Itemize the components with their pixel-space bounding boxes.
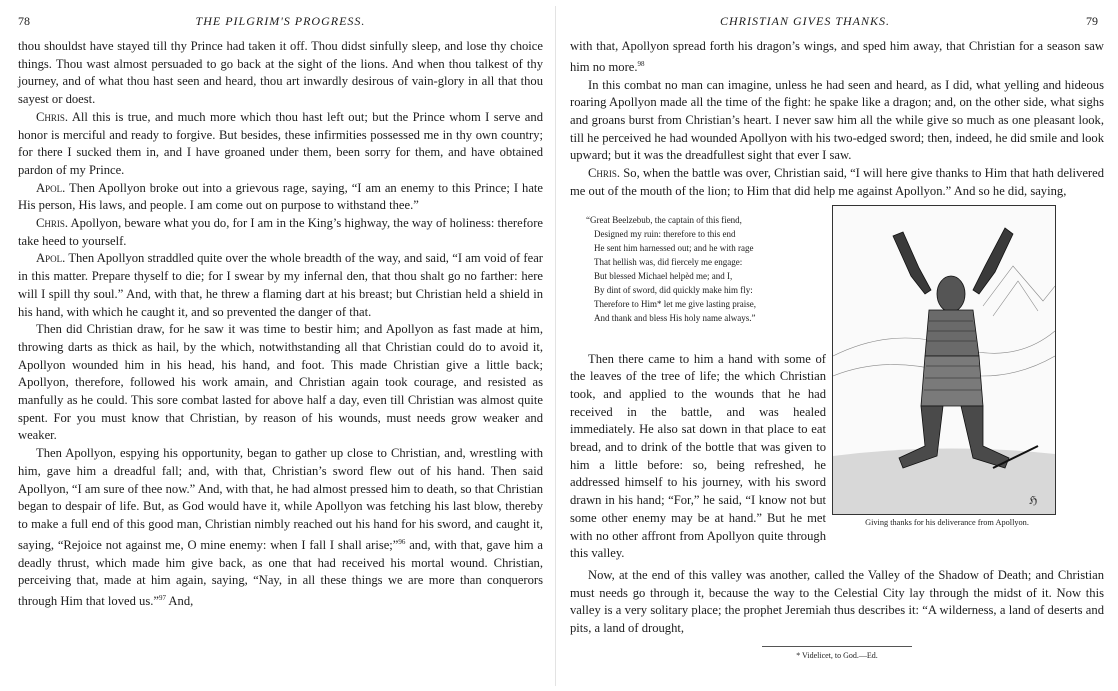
poem-line: By dint of sword, did quickly make him fly: [594, 284, 753, 295]
speaker-label: Apol. [36, 180, 66, 195]
right-running-head: CHRISTIAN GIVES THANKS. [720, 14, 890, 28]
paragraph-text: All this is true, and much more which thou hast left out; but the Prince whom I serve and honor is merciful and ready to forgive. But besides, these infirmities possessed me in thy own country; for there I sucked them in, and I have groaned under them, been sorry for them, and have obtained pardon of my Prince. [18, 109, 543, 177]
footnote-ref[interactable]: 98 [637, 59, 645, 68]
right-body-top [570, 38, 1104, 201]
paragraph-text: So, when the battle was over, Christian said, “I will here give thanks to Him that hath delivered me out of the mouth of the lion; to Him that did help me against Apollyon.” And so he did, saying, [570, 166, 1104, 198]
text-beside-figure [570, 351, 826, 563]
kneeling-knight-engraving [833, 206, 1055, 514]
illustration-caption: Giving thanks for his deliverance from Apollyon. [865, 517, 1029, 527]
right-page [556, 0, 1118, 691]
left-body [18, 38, 543, 611]
illustration-block [832, 205, 1062, 527]
paragraph: thou shouldst have stayed till thy Prince had taken it off. Thou didst sinfully sleep, and lose thy choice things. Thou wast almost persuaded to go back at the sight of the lions. And when thou talkest of thy journey, and of what thou hast seen and heard, thou art inwardly desirous of vain-glory in all that thou sayest or doest. [18, 39, 543, 107]
speaker-label: Chris. [36, 109, 69, 124]
poem-line: Therefore to Him* let me give lasting praise, [594, 298, 756, 309]
paragraph [570, 38, 1104, 77]
paragraph [18, 250, 543, 321]
paragraph [570, 165, 1104, 200]
paragraph-text: Then Apollyon broke out into a grievous rage, saying, “I am an enemy to this Prince; I hate His person, His laws, and people. I am come out on purpose to withstand thee.” [18, 180, 543, 213]
paragraph [18, 180, 543, 215]
left-page-number: 78 [18, 14, 30, 28]
poem-line: But blessed Michael helpèd me; and I, [594, 270, 733, 281]
poem-line: And thank and bless His holy name always.” [594, 312, 756, 323]
poem-line: Designed my ruin: therefore to this end [594, 228, 736, 239]
right-body-bottom [570, 567, 1104, 638]
paragraph-text: Apollyon, beware what you do, for I am in the King’s highway, the way of holiness: therefore take heed to yourself. [18, 216, 543, 248]
paragraph-text: Then Apollyon straddled quite over the whole breadth of the way, and said, “I am void of fear in this matter. Prepare thyself to die; for I swear by my infernal den, that thou shalt go no farther: here will I spill thy soul.” And, with that, he threw a flaming dart at his breast; but Christian held a shield in his hand, with which he caught it, and so prevented the danger of that. [18, 251, 543, 319]
left-page [0, 0, 555, 691]
footnote: * Videlicet, to God.—Ed. [796, 650, 878, 660]
left-running-head: THE PILGRIM'S PROGRESS. [195, 14, 366, 28]
paragraph: Now, at the end of this valley was another, called the Valley of the Shadow of Death; and Christian must needs go through it, because the way to the Celestial City lay through the midst of it. Now this valley is a very solitary place; the prophet Jeremiah thus describes it: “A wilderness, a land of deserts and pits, a land of drought, [570, 567, 1104, 636]
paragraph: Then did Christian draw, for he saw it was time to bestir him; and Apollyon as fast made at him, throwing darts as thick as hail, by the which, notwithstanding all that Christian could do to avoid it, Apollyon wounded him in his head, his hand, and foot. This made Christian give a little back; Apollyon, therefore, followed his work amain, and Christian again took courage, and resisted as manfully as he could. This sore combat lasted for above half a day, even till Christian was almost quite spent. For you must know that Christian, by reason of his wounds, must needs grow weaker and weaker. [18, 322, 543, 443]
poem-line: He sent him harnessed out; and he with rage [594, 242, 754, 253]
paragraph: In this combat no man can imagine, unless he had seen and heard, as I did, what yelling and hideous roaring Apollyon made all the time of the fight: he spake like a dragon; and, on the other side, what sighs and groans burst from Christian’s heart. I never saw him all the while give so much as one pleasant look, till he perceived he had wounded Apollyon with his two-edged sword; then, indeed, he did smile and look upward; but it was the dreadfullest sight that ever I saw. [570, 77, 1104, 163]
left-header [18, 14, 543, 38]
footnote-rule [762, 646, 912, 647]
footnote-ref[interactable]: 96 [398, 537, 406, 546]
artist-monogram: ℌ [1029, 493, 1038, 507]
paragraph [18, 109, 543, 180]
speaker-label: Chris. [36, 216, 69, 231]
speaker-label: Apol. [36, 251, 66, 266]
poem-line: “Great Beelzebub, the captain of this fiend, [586, 214, 742, 225]
paragraph-text: Then Apollyon, espying his opportunity, began to gather up close to Christian, and, wrestling with him, gave him a dreadful fall; and, with that, Christian’s sword flew out of his hand. Then said Apollyon, “I am sure of thee now.” And, with that, he had almost pressed him to death, so that Christian began to despair of life. But, as God would have it, while Apollyon was fetching his last blow, thereby to make a full end of this good man, Christian nimbly reached out his hand for his sword, and caught it, saying, “Rejoice not against me, O mine enemy: when I fall I shall arise;” [18, 446, 543, 552]
paragraph [18, 445, 543, 611]
engraving-illustration [832, 205, 1056, 515]
paragraph-text: And, [165, 594, 194, 609]
paragraph [18, 215, 543, 250]
poem-line: That hellish was, did fiercely me engage: [594, 256, 743, 267]
paragraph-text: and, with that, gave him a deadly thrust, which made him give back, as one that had received his mortal wound. Christian, perceiving that, made at him again, saying, “Nay, in all these things we are more than conquerors through Him that loved us.” [18, 537, 543, 609]
footnote-ref[interactable]: 97 [158, 593, 166, 602]
right-page-number: 79 [1086, 14, 1098, 28]
paragraph-text: with that, Apollyon spread forth his dragon’s wings, and sped him away, that Christian for a season saw him no more. [570, 39, 1104, 74]
paragraph: Then there came to him a hand with some of the leaves of the tree of life; the which Christian took, and applied to the wounds that he had received in the battle, and was healed immediately. He also sat down in that place to eat bread, and to drink of the bottle that was given to him a little before: so, being refreshed, he addressed himself to his journey, with his sword drawn in his hand; “For,” he said, “I know not but some other enemy may be at hand.” But he met with no other affront from Apollyon quite through this valley. [570, 351, 826, 561]
speaker-label: Chris. [588, 166, 621, 181]
right-header [570, 14, 1104, 38]
